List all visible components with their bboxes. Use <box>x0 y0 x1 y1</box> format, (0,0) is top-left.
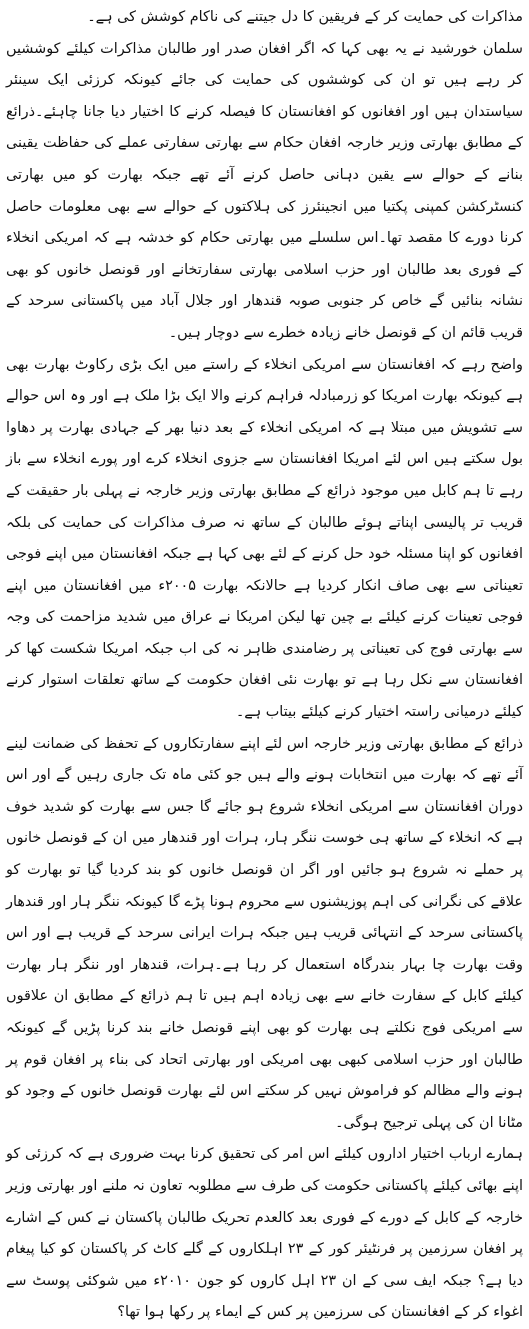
article-paragraph-1: مذاکرات کی حمایت کر کے فریقین کا دل جیتنے کی ناکام کوشش کی ہے۔ <box>87 9 523 25</box>
article-paragraph-3: واضح رہے کہ افغانستان سے امریکی انخلاء کے راستے میں ایک بڑی رکاوٹ بھارت بھی ہے کیونکہ بھارت امریکا کو زرمبادلہ فراہم کرنے والا ایک بڑا ملک ہے اور وہ اس حوالے سے تشویش میں مبتلا ہے کہ امریکی انخلاء کے بعد دنیا بھر کے جہادی بھارت پر دھاوا بول سکتے ہیں اس لئے امریکا افغانستان سے جزوی انخلاء کرے اور پورے انخلاء سے باز رہے تا ہم کابل میں موجود ذرائع کے مطابق بھارتی وزیر خارجہ نے پہلی بار حقیقت کے قریب تر پالیسی اپناتے ہوئے طالبان کے ساتھ نہ صرف مذاکرات کی حمایت کی بلکہ افغانوں کو اپنا مسئلہ خود حل کرنے کے لئے بھی کہا ہے جبکہ افغانستان میں اپنے فوجی تعیناتی سے بھی صاف انکار کردیا ہے حالانکہ بھارت ۲۰۰۵ء میں افغانستان میں اپنے فوجی تعینات کرنے کیلئے بے چین تھا لیکن امریکا نے عراق میں شدید مزاحمت کی وجہ سے بھارتی فوج کی تعیناتی پر رضامندی ظاہر نہ کی اب جبکہ امریکا شکست کھا کر افغانستان سے نکل رہا ہے تو بھارت نئی افغان حکومت کے ساتھ تعلقات استوار کرنے کیلئے درمیانی راستہ اختیار کرنے کیلئے بیتاب ہے۔ <box>6 356 523 721</box>
article-page <box>6 2 523 1321</box>
article-paragraph-5: ہمارے ارباب اختیار اداروں کیلئے اس امر کی تحقیق کرنا بہت ضروری ہے کہ کرزئی کو اپنے بھائی کیلئے پاکستانی حکومت کی طرف سے مطلوبہ تعاون نہ ملنے اور بھارتی وزیر خارجہ کے کابل کے دورے کے فوری بعد کالعدم تحریک طالبان پاکستان نے کس کے اشارے پر افغان سرزمین پر فرنٹیئر کور کے ۲۳ اہلکاروں کے گلے کاٹ کر پاکستان کو کیا پیغام دیا ہے؟ جبکہ ایف سی کے ان ۲۳ اہل کاروں کو جون ۲۰۱۰ء میں شوکئی پوسٹ سے اغواء کر کے افغانستان کی سرزمین پر کس کے ایماء پر رکھا ہوا تھا؟ <box>6 1146 523 1321</box>
article-paragraph-2: سلمان خورشید نے یہ بھی کہا کہ اگر افغان صدر اور طالبان مذاکرات کیلئے کوششیں کر رہے ہیں تو ان کی کوششوں کی حمایت کی جائے کیونکہ کرزئی ایک سینئر سیاستدان ہیں اور افغانوں کو افغانستان کا فیصلہ کرنے کا اختیار دیا جانا چاہئے۔ذرائع کے مطابق بھارتی وزیر خارجہ افغان حکام سے بھارتی سفارتی عملے کی حفاظت یقینی بنانے کے حوالے سے یقین دہانی حاصل کرنے آئے تھے جبکہ بھارت کو میں بھارتی کنسٹرکشن کمپنی پکتیا میں انجینئرز کی ہلاکتوں کے حوالے سے بھی معلومات حاصل کرنا دورے کا مقصد تھا۔اس سلسلے میں بھارتی حکام کو خدشہ ہے کہ امریکی انخلاء کے فوری بعد طالبان اور حزب اسلامی بھارتی سفارتخانے اور قونصل خانوں کو بھی نشانہ بنائیں گے خاص کر جنوبی صوبہ قندھار اور جلال آباد میں پاکستانی سرحد کے قریب قائم ان کے قونصل خانے زیادہ خطرے سے دوچار ہیں۔ <box>6 40 523 341</box>
article-paragraph-4: ذرائع کے مطابق بھارتی وزیر خارجہ اس لئے اپنے سفارتکاروں کے تحفظ کی ضمانت لینے آئے تھے کہ بھارت میں انتخابات ہونے والے ہیں جو کئی ماہ تک جاری رہیں گے اور اس دوران افغانستان سے امریکی انخلاء شروع ہو جائے گا جس سے بھارت کو شدید خوف ہے کہ انخلاء کے ساتھ ہی خوست ننگر ہار، ہرات اور قندھار میں ان کے قونصل خانوں پر حملے نہ شروع ہو جائیں اور اگر ان قونصل خانوں کو بند کردیا گیا تو بھارت کو علاقے کی نگرانی کی اہم پوزیشنوں سے محروم ہونا پڑے گا کیونکہ ننگر ہار اور قندھار پاکستانی سرحد کے انتہائی قریب ہیں جبکہ ہرات ایرانی سرحد کے قریب ہے اور اس وقت بھارت چا بہار بندرگاہ استعمال کر رہا ہے۔ہرات، قندھار اور ننگر ہار بھارت کیلئے کابل کے سفارت خانے سے بھی زیادہ اہم ہیں تا ہم ذرائع کے مطابق ان علاقوں سے امریکی فوج نکلتے ہی بھارت کو بھی اپنے قونصل خانے بند کرنا پڑیں گے کیونکہ طالبان اور حزب اسلامی کبھی بھی امریکی اور بھارتی اتحاد کی بناء پر افغان قوم پر ہونے والے مظالم کو فراموش نہیں کر سکتے اس لئے بھارت قونصل خانوں کے وجود کو مٹانا ان کی پہلی ترجیح ہوگی۔ <box>6 735 523 1131</box>
